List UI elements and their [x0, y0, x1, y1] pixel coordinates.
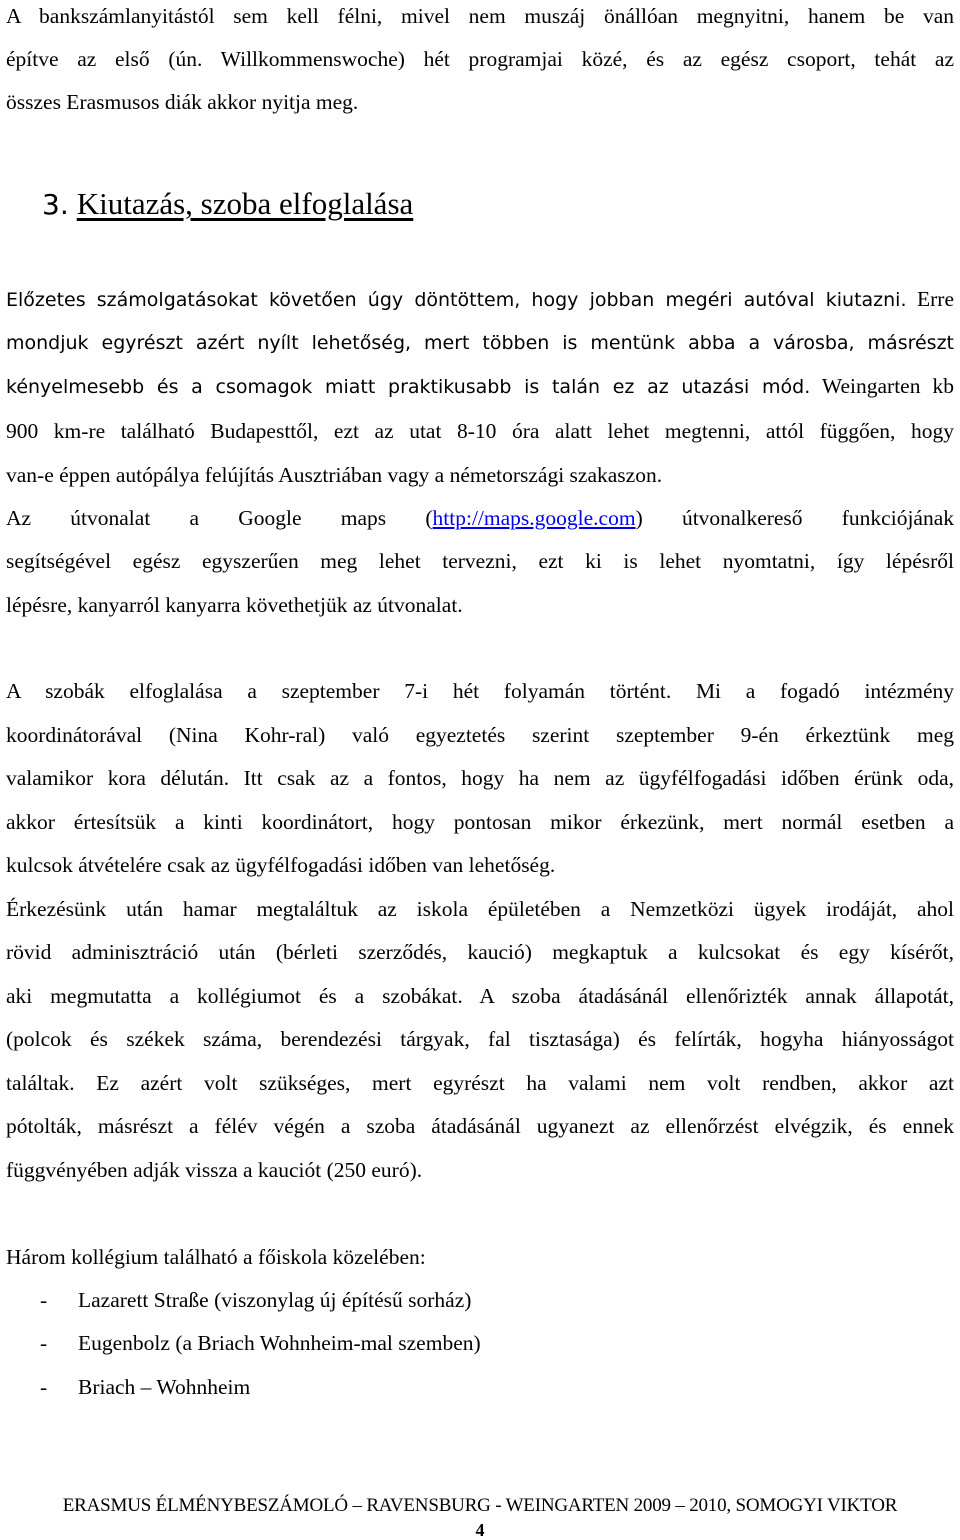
para3-line-2: rövid adminisztráció után (bérleti szerződés, kaució) megkaptuk a kulcsokat és egy kísérőt, — [6, 940, 954, 964]
para2-line-4: akkor értesítsük a kinti koordinátort, hogy pontosan mikor érkezünk, mert normál esetben a — [6, 810, 954, 834]
para2-line-5: kulcsok átvételére csak az ügyfélfogadási időben van lehetőség. — [6, 853, 556, 877]
list-dash: - — [40, 1375, 48, 1399]
para1-line-3-tail: Weingarten kb — [810, 374, 954, 398]
page-number: 4 — [475, 1520, 485, 1540]
para1-line-8: lépésre, kanyarról kanyarra követhetjük az útvonalat. — [6, 593, 463, 617]
para1-line-6 — [6, 505, 954, 531]
section-title: Kiutazás, szoba elfoglalása — [76, 186, 414, 221]
dorms-intro: Három kollégium található a főiskola közelében: — [6, 1245, 426, 1269]
para1-line-1-sans: Előzetes számolgatásokat követően úgy döntöttem, hogy jobban megéri autóval kiutazni. — [6, 289, 907, 311]
para1-line-4: 900 km-re található Budapesttől, ezt az utat 8-10 óra alatt lehet megtenni, attól függően, hogy — [6, 419, 954, 443]
para1-line-3 — [6, 373, 954, 400]
para3-line-3: aki megmutatta a kollégiumot és a szobákat. A szoba átadásánál ellenőrizték annak állapotát, — [6, 984, 954, 1008]
para2-line-1: A szobák elfoglalása a szeptember 7-i hét folyamán történt. Mi a fogadó intézmény — [6, 679, 954, 703]
para1-line-6-post: ) útvonalkereső funkciójának — [635, 506, 955, 530]
para1-line-1-tail: Erre — [906, 287, 954, 311]
para3-line-1: Érkezésünk után hamar megtaláltuk az iskola épületében a Nemzetközi ügyek irodáját, ahol — [6, 897, 954, 921]
list-item — [40, 1330, 481, 1356]
section-number: 3. — [42, 188, 69, 221]
list-item-text: Eugenbolz (a Briach Wohnheim-mal szemben) — [78, 1331, 481, 1355]
para3-line-4: (polcok és székek száma, berendezési tárgyak, fal tisztasága) és felírták, hogyha hiányosságot — [6, 1027, 954, 1051]
para1-line-2: mondjuk egyrészt azért nyílt lehetőség, mert többen is mentünk abba a városba, másrészt — [6, 332, 954, 354]
list-item-text: Briach – Wohnheim — [78, 1375, 251, 1399]
section-heading — [42, 184, 413, 225]
para1-line-5: van-e éppen autópálya felújítás Ausztriában vagy a németországi szakaszon. — [6, 463, 663, 487]
para1-line-6-pre: Az útvonalat a Google maps ( — [6, 506, 433, 530]
google-maps-link[interactable]: http://maps.google.com — [432, 506, 636, 530]
para1-line-1 — [6, 286, 954, 313]
list-item-text: Lazarett Straße (viszonylag új építésű sorház) — [78, 1288, 472, 1312]
para3-line-7: függvényében adják vissza a kauciót (250 euró). — [6, 1158, 423, 1182]
list-item — [40, 1374, 250, 1400]
intro-line-3: összes Erasmusos diák akkor nyitja meg. — [6, 90, 359, 114]
para3-line-5: találtak. Ez azért volt szükséges, mert egyrészt ha valami nem volt rendben, akkor azt — [6, 1071, 954, 1095]
para1-line-7: segítségével egész egyszerűen meg lehet tervezni, ezt ki is lehet nyomtatni, így lépésről — [6, 549, 954, 573]
page-footer: ERASMUS ÉLMÉNYBESZÁMOLÓ – RAVENSBURG - WEINGARTEN 2009 – 2010, SOMOGYI VIKTOR — [62, 1495, 898, 1516]
list-item — [40, 1287, 471, 1313]
list-dash: - — [40, 1288, 48, 1312]
para3-line-6: pótolták, másrészt a félév végén a szoba átadásánál ugyanezt az ellenőrzést elvégzik, és ennek — [6, 1114, 954, 1138]
intro-line-1: A bankszámlanyitástól sem kell félni, mivel nem muszáj önállóan megnyitni, hanem be van — [6, 4, 954, 28]
para2-line-3: valamikor kora délután. Itt csak az a fontos, hogy ha nem az ügyfélfogadási időben érünk oda, — [6, 766, 954, 790]
list-dash: - — [40, 1331, 48, 1355]
intro-line-2: építve az első (ún. Willkommenswoche) hét programjai közé, és az egész csoport, tehát az — [6, 47, 954, 71]
para2-line-2: koordinátorával (Nina Kohr-ral) való egyeztetés szerint szeptember 9-én érkeztünk meg — [6, 723, 954, 747]
para1-line-3-sans: kényelmesebb és a csomagok miatt praktikusabb is talán ez az utazási mód. — [6, 376, 811, 398]
